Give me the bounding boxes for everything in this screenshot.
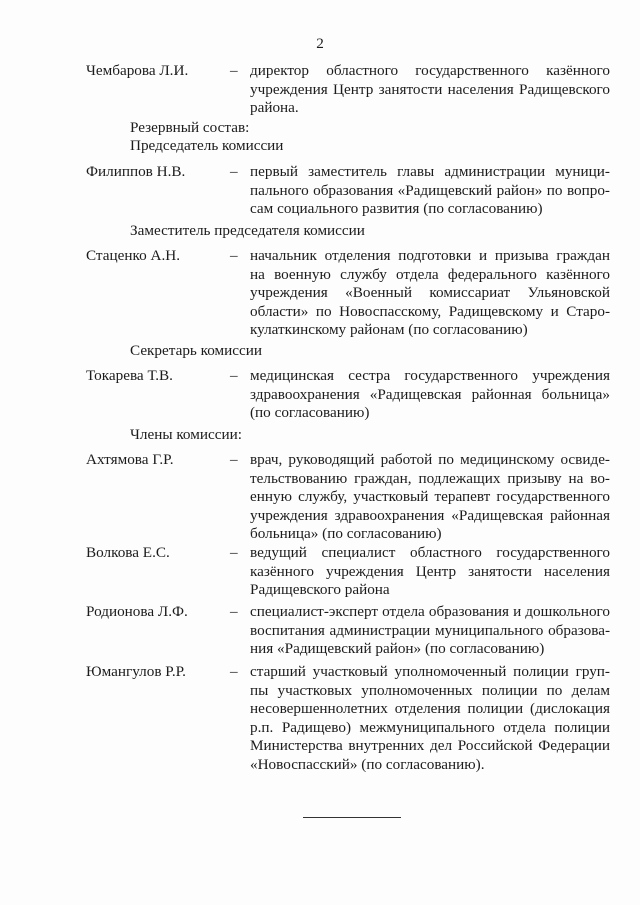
dash: – [230,451,238,468]
person-description: директор областного государственного казённого учреждения Центр занятости населения Радищевского района. [250,62,610,116]
dash: – [230,62,238,79]
person-name: Чембарова Л.И. [86,62,189,79]
dash: – [230,163,238,180]
person-description: первый заместитель главы администрации муници- пального образования «Радищевский район» по вопро- сам социального развития (по согласованию) [250,163,610,217]
person-name: Филиппов Н.В. [86,163,186,180]
person-description: начальник отделения подготовки и призыва граждан на военную службу отдела федерального казённого учреждения «Военный комиссариат Ульяновской области» по Новоспасскому, Радищевскому и Старо- кулаткинскому районам (по согласованию) [250,247,610,338]
person-name: Ахтямова Г.Р. [86,451,174,468]
page-number: 2 [316,35,324,52]
closing-rule [303,817,401,818]
dash: – [230,247,238,264]
person-name: Родионова Л.Ф. [86,603,188,620]
person-name: Юмангулов Р.Р. [86,663,186,680]
dash: – [230,603,238,620]
members-heading: Члены комиссии: [130,426,242,443]
deputy-heading: Заместитель председателя комиссии [130,222,365,239]
person-description: врач, руководящий работой по медицинскому освиде- тельствованию граждан, подлежащих призыву на во- енную службу, участковый терапевт государственного учреждения здравоохранения «Радищевская районная больница» (по согласованию) [250,451,610,542]
person-name: Стаценко А.Н. [86,247,181,264]
reserve-heading: Резервный состав: [130,119,250,136]
secretary-heading: Секретарь комиссии [130,342,263,359]
person-description: старший участковый уполномоченный полиции груп- пы участковых уполномоченных полиции по делам несовершеннолетних отделения полиции (дислокация р.п. Радищево) межмуниципального отдела полиции Министерства внутренних дел Российской Федерации «Новоспасский» (по согласованию). [250,663,610,773]
person-description: специалист-эксперт отдела образования и дошкольного воспитания администрации муниципального образова- ния «Радищевский район» (по согласованию) [250,603,610,657]
dash: – [230,544,238,561]
person-description: ведущий специалист областного государственного казённого учреждения Центр занятости населения Радищевского района [250,544,610,598]
chair-heading: Председатель комиссии [130,137,284,154]
dash: – [230,663,238,680]
person-description: медицинская сестра государственного учреждения здравоохранения «Радищевская районная больница» (по согласованию) [250,367,610,421]
dash: – [230,367,238,384]
person-name: Волкова Е.С. [86,544,170,561]
person-name: Токарева Т.В. [86,367,173,384]
